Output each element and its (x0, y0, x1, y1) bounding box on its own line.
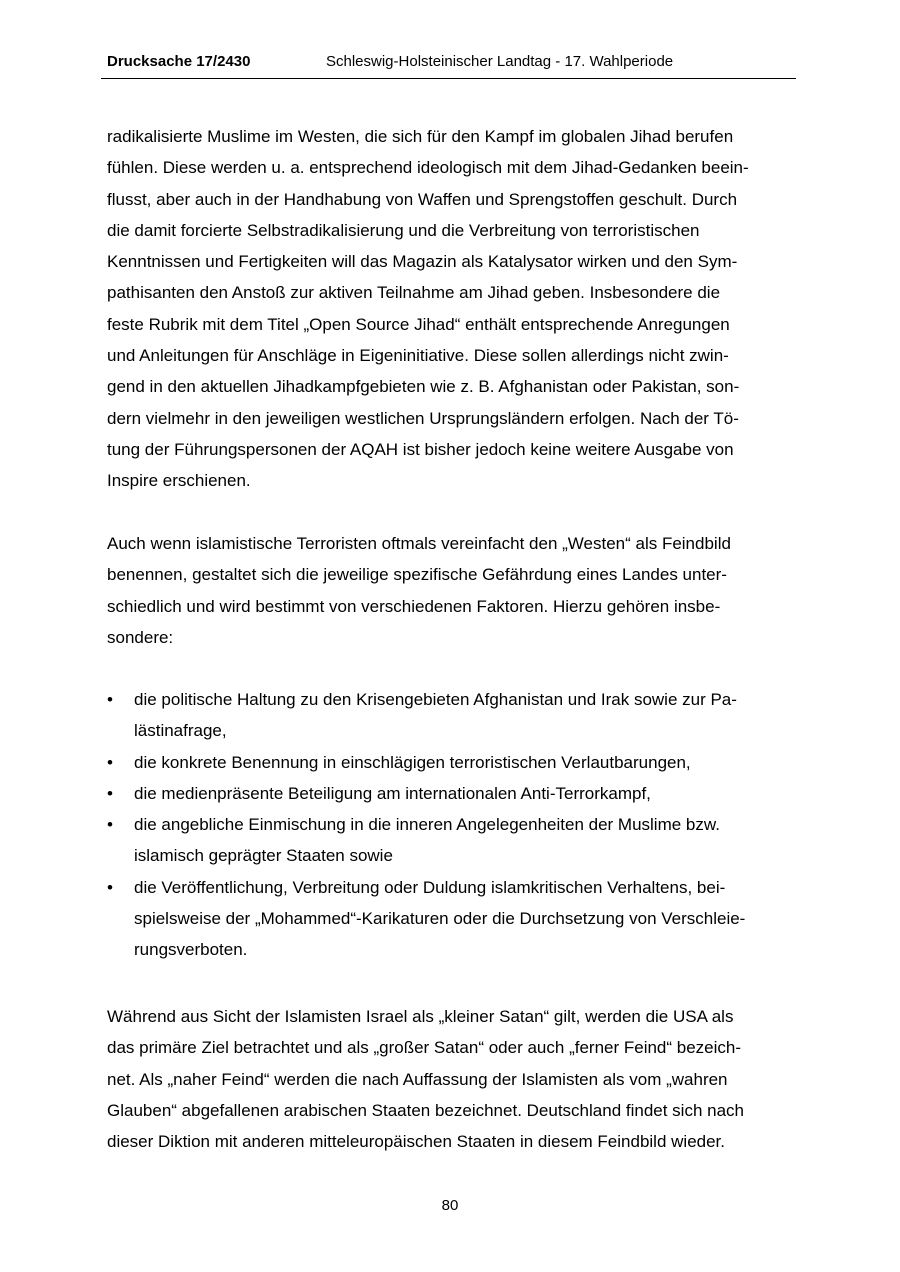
list-item (107, 872, 745, 966)
list-item-line: islamisch geprägter Staaten sowie (134, 846, 393, 866)
list-item-line: rungsverboten. (134, 940, 248, 960)
bullet-icon: • (107, 877, 113, 897)
list-item-line: spielsweise der „Mohammed“-Karikaturen oder die Durchsetzung von Verschleie- (134, 909, 746, 929)
bullet-icon: • (107, 752, 113, 772)
paragraph-line: Auch wenn islamistische Terroristen oftmals vereinfacht den „Westen“ als Feindbild (107, 534, 731, 553)
paragraph-line: tung der Führungspersonen der AQAH ist bisher jedoch keine weitere Ausgabe von (107, 439, 734, 459)
bullet-icon: • (107, 690, 113, 709)
paragraph-line: radikalisierte Muslime im Westen, die sich für den Kampf im globalen Jihad berufen (107, 127, 734, 146)
paragraph-3 (107, 1001, 744, 1157)
header-title: Schleswig-Holsteinischer Landtag - 17. Wahlperiode (326, 53, 674, 70)
list-item (107, 747, 745, 778)
paragraph-line: pathisanten den Anstoß zur aktiven Teilnahme am Jihad geben. Insbesondere die (107, 283, 721, 303)
document-number: Drucksache 17/2430 (107, 53, 251, 70)
paragraph-line: und Anleitungen für Anschläge in Eigeninitiative. Diese sollen allerdings nicht zwin- (107, 346, 729, 366)
paragraph-line: gend in den aktuellen Jihadkampfgebieten wie z. B. Afghanistan oder Pakistan, son- (107, 377, 740, 397)
list-item-line: die medienpräsente Beteiligung am internationalen Anti-Terrorkampf, (134, 783, 651, 803)
paragraph-line: die damit forcierte Selbstradikalisierung und die Verbreitung von terroristischen (107, 220, 700, 240)
paragraph-line: Kenntnissen und Fertigkeiten will das Magazin als Katalysator wirken und den Sym- (107, 252, 738, 272)
bullet-icon: • (107, 815, 113, 835)
paragraph-line: Inspire erschienen. (107, 471, 251, 491)
paragraph-line: das primäre Ziel betrachtet und als „großer Satan“ oder auch „ferner Feind“ bezeich- (107, 1038, 742, 1058)
paragraph-line: Glauben“ abgefallenen arabischen Staaten bezeichnet. Deutschland findet sich nach (107, 1100, 744, 1120)
paragraph-line: benennen, gestaltet sich die jeweilige spezifische Gefährdung eines Landes unter- (107, 565, 727, 585)
paragraph-line: fühlen. Diese werden u. a. entsprechend ideologisch mit dem Jihad-Gedanken beein- (107, 158, 749, 178)
bullet-list (107, 684, 745, 966)
paragraph-line: dern vielmehr in den jeweiligen westlichen Ursprungsländern erfolgen. Nach der Tö- (107, 408, 739, 428)
list-item-line: die angebliche Einmischung in die inneren Angelegenheiten der Muslime bzw. (134, 815, 720, 835)
paragraph-line: feste Rubrik mit dem Titel „Open Source Jihad“ enthält entsprechende Anregungen (107, 314, 730, 334)
list-item-line: die politische Haltung zu den Krisengebieten Afghanistan und Irak sowie zur Pa- (134, 690, 737, 709)
paragraph-line: sondere: (107, 627, 174, 647)
paragraph-line: Während aus Sicht der Islamisten Israel als „kleiner Satan“ gilt, werden die USA als (107, 1007, 734, 1026)
paragraph-1 (107, 121, 749, 497)
page-header (101, 52, 796, 79)
page-number: 80 (441, 1197, 459, 1214)
paragraph-line: schiedlich und wird bestimmt von verschiedenen Faktoren. Hierzu gehören insbe- (107, 596, 721, 616)
list-item-line: die konkrete Benennung in einschlägigen terroristischen Verlautbarungen, (134, 752, 691, 772)
list-item-line: lästinafrage, (134, 721, 227, 741)
list-item-line: die Veröffentlichung, Verbreitung oder Duldung islamkritischen Verhaltens, bei- (134, 877, 726, 897)
paragraph-line: flusst, aber auch in der Handhabung von Waffen und Sprengstoffen geschult. Durch (107, 189, 738, 209)
paragraph-line: dieser Diktion mit anderen mitteleuropäischen Staaten in diesem Feindbild wieder. (107, 1132, 726, 1152)
list-item (107, 809, 745, 872)
paragraph-line: net. Als „naher Feind“ werden die nach Auffassung der Islamisten als vom „wahren (107, 1069, 728, 1089)
list-item (107, 684, 745, 747)
paragraph-2 (107, 528, 731, 653)
bullet-icon: • (107, 783, 113, 803)
list-item (107, 778, 745, 809)
